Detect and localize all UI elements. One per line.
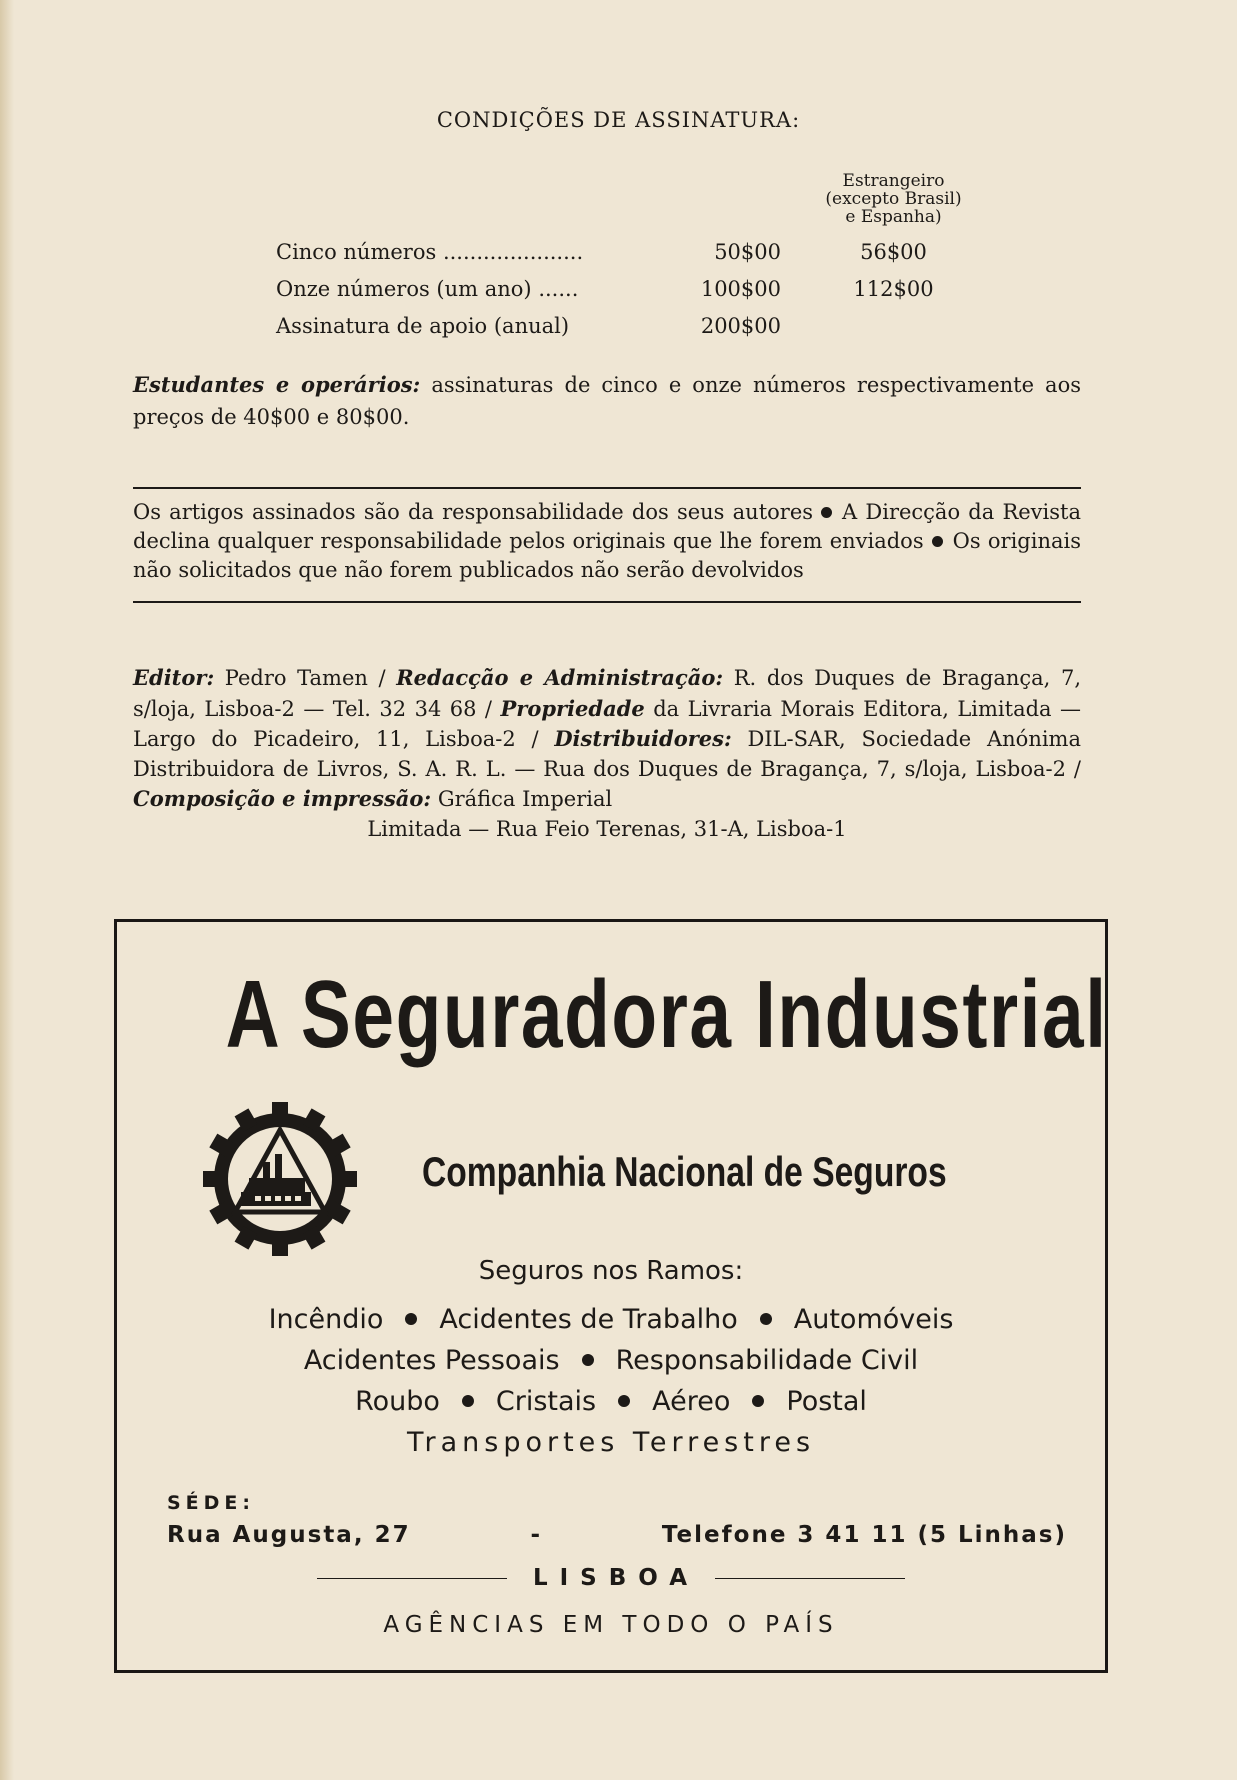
composicao-label: Composição e impressão: <box>133 786 432 811</box>
foreign-header-line-1: Estrangeiro <box>842 171 945 191</box>
bullet-icon <box>618 1395 630 1407</box>
ramos-line-4: Transportes Terrestres <box>406 1427 816 1458</box>
bullet-icon <box>760 1313 772 1325</box>
distrib-label: Distribuidores: <box>554 726 732 751</box>
bullet-icon <box>462 1395 474 1407</box>
row-label: Assinatura de apoio (anual) <box>276 314 570 338</box>
notice-part-1: Os artigos assinados são da responsabilidade dos seus autores <box>133 500 814 524</box>
ramos-line-1 <box>117 1304 1105 1335</box>
city-rule-right <box>715 1578 905 1579</box>
ramos-line-3 <box>117 1386 1105 1417</box>
bullet-icon <box>932 536 943 547</box>
top-rule <box>133 487 1081 489</box>
bullet-icon <box>752 1395 764 1407</box>
ramos-line-2 <box>117 1345 1105 1376</box>
editor-name: Pedro Tamen / <box>214 666 397 690</box>
agencias-line: AGÊNCIAS EM TODO O PAÍS <box>383 1612 839 1638</box>
students-text: assinaturas de cinco e onze números respectivamente aos preços de 40$00 e 80$00. <box>133 373 1081 429</box>
sede-address-line <box>167 1522 1067 1548</box>
advertisement-box <box>114 919 1108 1673</box>
foreign-price: 56$00 <box>860 240 927 264</box>
bullet-icon <box>582 1354 594 1366</box>
sede-label: SÉDE: <box>167 1492 256 1514</box>
foreign-header-line-2: (excepto Brasil) <box>825 189 962 209</box>
redaccao-label: Redacção e Administração: <box>396 665 724 690</box>
ramo-item: Acidentes Pessoais <box>303 1345 560 1376</box>
sede-separator: - <box>530 1522 543 1548</box>
ad-subtitle: Companhia Nacional de Seguros <box>422 1148 947 1195</box>
foreign-header-line-3: e Espanha) <box>845 207 942 227</box>
ramo-item: Cristais <box>495 1386 597 1417</box>
price-row <box>276 240 976 270</box>
ramo-item: Postal <box>786 1386 867 1417</box>
credits <box>133 663 1081 844</box>
bullet-icon <box>405 1313 417 1325</box>
domestic-price: 200$00 <box>700 314 781 338</box>
bottom-rule <box>133 601 1081 603</box>
redaccao-text: R. dos Duques de Bragança, 7, s/loja, Lisboa-2 — Tel. 32 34 68 / <box>133 666 1081 721</box>
row-label: Onze números (um ano) ...... <box>276 277 579 301</box>
ramo-item: Incêndio <box>268 1304 384 1335</box>
distrib-text: DIL-SAR, Sociedade Anónima Distribuidora de Livros, S. A. R. L. — Rua dos Duques de Bragança, 7, s/loja, Lisboa-2 / <box>133 727 1081 781</box>
editor-label: Editor: <box>133 665 215 690</box>
ad-title: A Seguradora Industrial <box>225 961 1108 1068</box>
ramo-item: Roubo <box>355 1386 440 1417</box>
page-edge <box>0 0 14 1780</box>
domestic-price: 50$00 <box>714 240 781 264</box>
notice-part-3: Os originais não solicitados que não forem publicados não serão devolvidos <box>133 529 1081 582</box>
gear-factory-logo-icon <box>201 1100 359 1258</box>
ramos-heading: Seguros nos Ramos: <box>478 1256 744 1286</box>
price-row <box>276 277 976 307</box>
students-lead: Estudantes e operários: <box>133 372 421 397</box>
students-note <box>133 369 1081 433</box>
composicao-text: Gráfica Imperial <box>431 787 613 811</box>
ramo-item: Aéreo <box>652 1386 731 1417</box>
subscription-title: CONDIÇÕES DE ASSINATURA: <box>436 108 801 132</box>
notice-part-2: A Direcção da Revista declina qualquer responsabilidade pelos originais que lhe forem enviados <box>133 500 1081 553</box>
city-name: LISBOA <box>532 1565 700 1591</box>
notice-text <box>133 498 1081 585</box>
price-row <box>276 314 976 344</box>
propriedade-text: da Livraria Morais Editora, Limitada — Largo do Picadeiro, 11, Lisboa-2 / <box>133 696 1082 751</box>
ramo-item: Responsabilidade Civil <box>615 1345 919 1376</box>
city-rule-left <box>317 1578 507 1579</box>
row-label: Cinco números ..................... <box>276 240 584 264</box>
sede-address: Rua Augusta, 27 <box>167 1522 411 1548</box>
foreign-price: 112$00 <box>853 277 934 301</box>
domestic-price: 100$00 <box>700 277 781 301</box>
sede-phone: Telefone 3 41 11 (5 Linhas) <box>661 1522 1067 1548</box>
propriedade-label: Propriedade <box>500 695 645 721</box>
ramo-item: Automóveis <box>793 1304 954 1335</box>
ramo-item: Acidentes de Trabalho <box>439 1304 738 1335</box>
city-row <box>117 1565 1105 1591</box>
credits-last-line: Limitada — Rua Feio Terenas, 31-A, Lisboa-1 <box>367 816 847 841</box>
bullet-icon <box>821 507 832 518</box>
